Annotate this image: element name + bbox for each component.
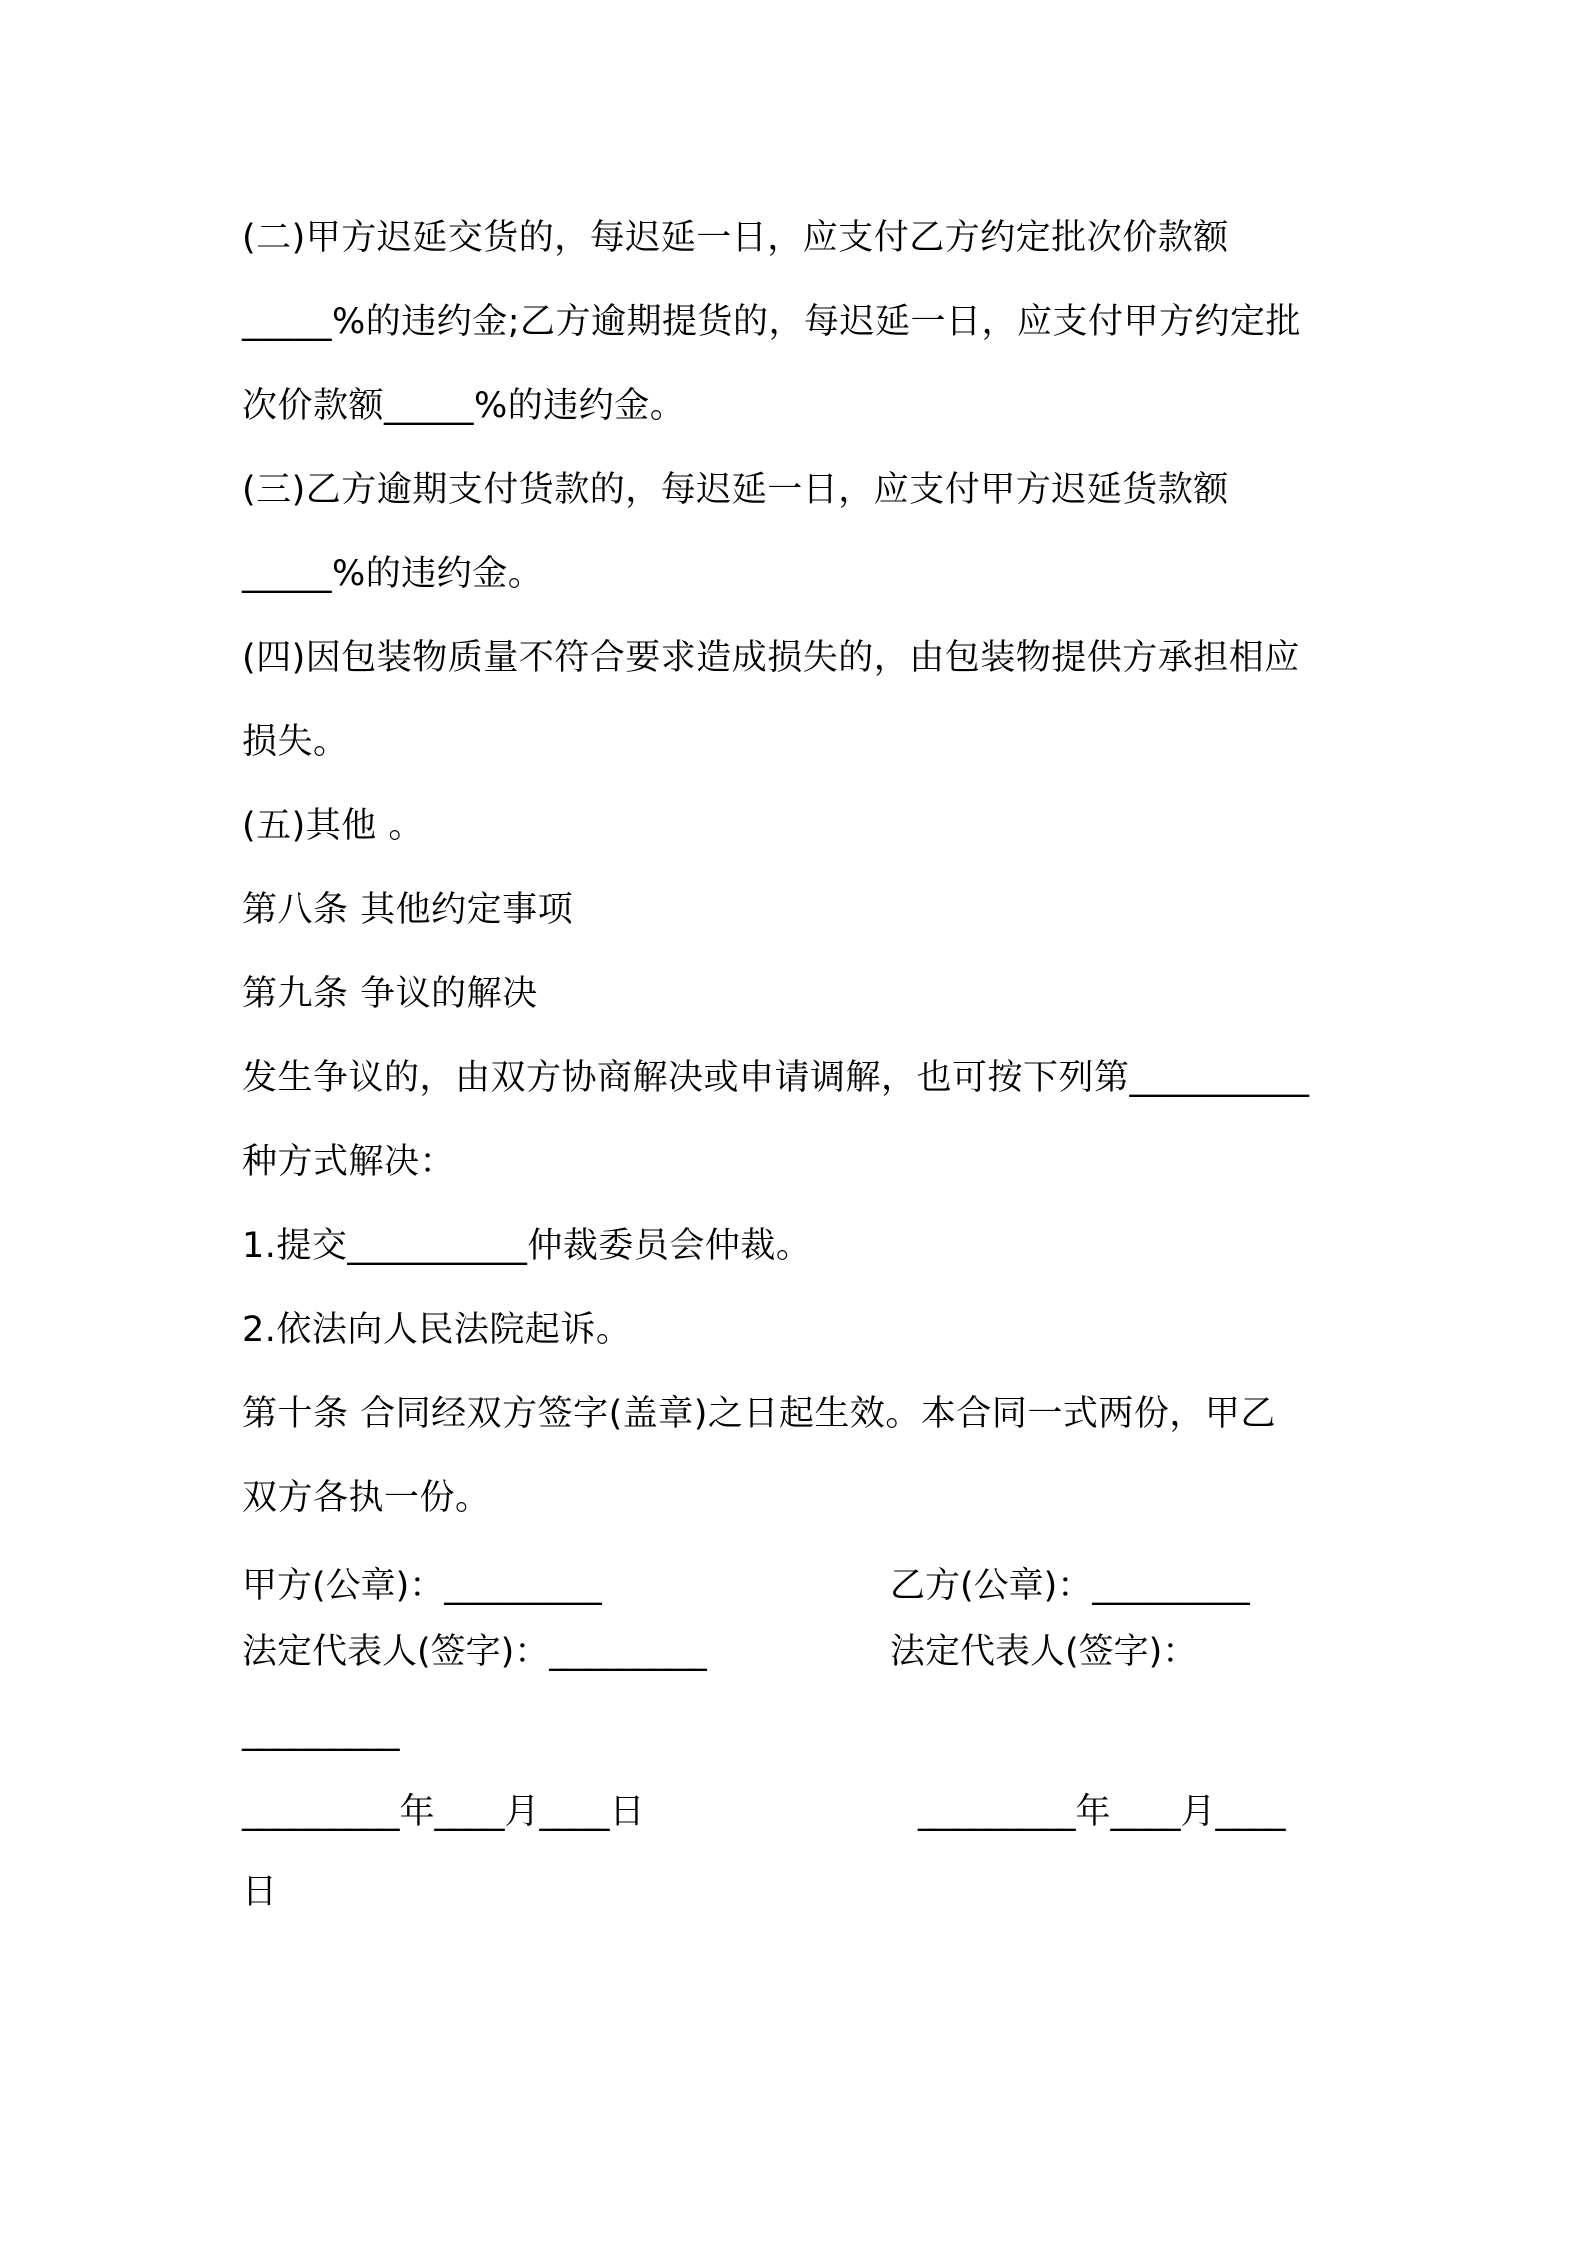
date-tail-row	[242, 1844, 1362, 1940]
contract-page	[242, 196, 1362, 1940]
clause-text-line: 损失。	[242, 722, 349, 762]
clause-text-line: _____%的违约金。	[242, 554, 544, 594]
party-a-representative-field: 法定代表人(签字)：_________	[242, 1632, 707, 1672]
party-b-date-day-label: 日	[242, 1872, 278, 1912]
representative-row	[242, 1620, 1362, 1684]
date-row	[242, 1780, 1362, 1844]
clause-text-line: 发生争议的，由双方协商解决或申请调解，也可按下列第__________	[242, 1058, 1310, 1098]
clause-text-line: 双方各执一份。	[242, 1478, 491, 1518]
party-b-date-field: _________年____月____	[918, 1792, 1286, 1832]
representative-blank-row	[242, 1684, 1362, 1780]
party-b-representative-blank: _________	[242, 1712, 400, 1752]
seal-row	[242, 1554, 1362, 1618]
clause-text-line: (四)因包装物质量不符合要求造成损失的，由包装物提供方承担相应	[242, 638, 1300, 678]
party-a-date-field: _________年____月____日	[242, 1792, 645, 1832]
clause-text-line: (三)乙方逾期支付货款的，每迟延一日，应支付甲方迟延货款额	[242, 470, 1229, 510]
clause-text-line: (二)甲方迟延交货的，每迟延一日，应支付乙方约定批次价款额	[242, 218, 1229, 258]
article-heading: 第九条 争议的解决	[242, 974, 538, 1014]
party-b-seal-field: 乙方(公章)：_________	[890, 1566, 1250, 1606]
clause-text-line: _____%的违约金;乙方逾期提货的，每迟延一日，应支付甲方约定批	[242, 302, 1302, 342]
clause-text-line: (五)其他 。	[242, 806, 424, 846]
clause-text-line: 2.依法向人民法院起诉。	[242, 1310, 632, 1350]
article-heading: 第八条 其他约定事项	[242, 890, 574, 930]
article-heading: 第十条 合同经双方签字(盖章)之日起生效。本合同一式两份，甲乙	[242, 1394, 1276, 1434]
clause-text-line: 次价款额_____%的违约金。	[242, 386, 686, 426]
party-b-representative-label: 法定代表人(签字)：	[890, 1632, 1198, 1672]
clause-text-line: 1.提交__________仲裁委员会仲裁。	[242, 1226, 812, 1266]
party-a-seal-field: 甲方(公章)：_________	[242, 1566, 602, 1606]
clause-text-line: 种方式解决：	[242, 1142, 456, 1182]
